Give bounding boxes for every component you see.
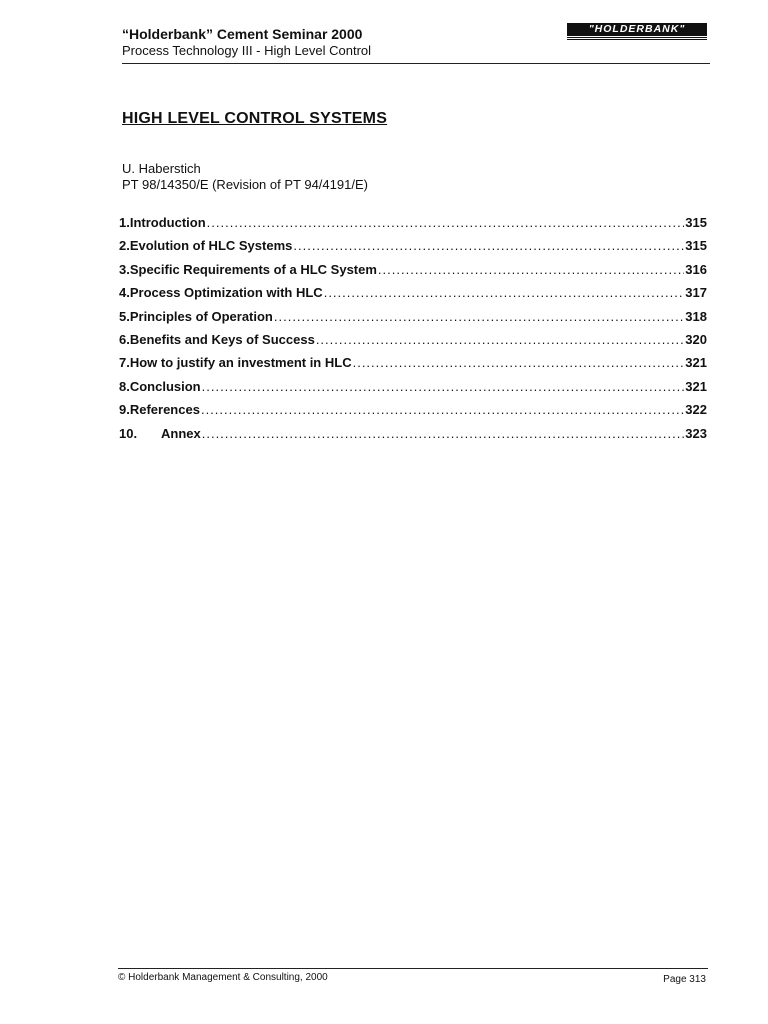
toc-entry-label: Benefits and Keys of Success: [129, 331, 315, 347]
toc-entry-optimization[interactable]: [119, 285, 707, 308]
toc-entry-number: 6.: [119, 331, 130, 347]
logo-underline-secondary: [567, 39, 707, 40]
seminar-title: “Holderbank” Cement Seminar 2000: [122, 26, 363, 42]
toc-dot-leader: [316, 332, 684, 347]
logo-underline: [567, 37, 707, 38]
toc-entry-page: 321: [685, 378, 707, 394]
toc-entry-principles[interactable]: [119, 309, 707, 332]
toc-entry-requirements[interactable]: [119, 262, 707, 285]
seminar-subtitle: Process Technology III - High Level Control: [122, 43, 372, 58]
header-divider: [122, 63, 710, 64]
toc-entry-page: 316: [685, 261, 707, 277]
toc-entry-label: Introduction: [129, 215, 206, 230]
toc-entry-investment[interactable]: [119, 355, 707, 378]
toc-entry-page: 318: [685, 308, 707, 324]
toc-entry-evolution[interactable]: [119, 238, 707, 261]
table-of-contents: [119, 215, 707, 449]
toc-entry-page: 323: [685, 425, 707, 441]
toc-dot-leader: [353, 355, 685, 370]
toc-entry-label: Process Optimization with HLC: [129, 285, 323, 301]
toc-dot-leader: [274, 309, 684, 324]
toc-dot-leader: [202, 379, 685, 394]
toc-entry-references[interactable]: [119, 402, 707, 425]
toc-dot-leader: [378, 262, 684, 277]
toc-entry-label: Annex: [161, 425, 201, 441]
toc-entry-page: 315: [685, 238, 707, 254]
toc-entry-conclusion[interactable]: [119, 379, 707, 402]
toc-entry-benefits[interactable]: [119, 332, 707, 355]
toc-entry-number: 3.: [119, 261, 130, 277]
toc-entry-page: 320: [685, 331, 707, 347]
toc-entry-label: Conclusion: [129, 378, 201, 394]
toc-dot-leader: [207, 215, 685, 230]
footer-copyright: © Holderbank Management & Consulting, 2000: [118, 972, 328, 983]
toc-entry-page: 322: [685, 402, 707, 418]
footer-page-number: Page 313: [663, 974, 706, 985]
holderbank-logo: [567, 23, 707, 41]
toc-dot-leader: [202, 426, 685, 441]
logo-text: "HOLDERBANK": [567, 23, 707, 36]
toc-dot-leader: [201, 402, 684, 417]
toc-entry-number: 1.: [119, 215, 130, 230]
toc-entry-number: 9.: [119, 402, 130, 418]
document-author: U. Haberstich: [122, 161, 201, 176]
toc-entry-label: Principles of Operation: [129, 308, 273, 324]
toc-entry-number: 7.: [119, 355, 130, 371]
toc-entry-page: 315: [685, 215, 707, 230]
document-reference: PT 98/14350/E (Revision of PT 94/4191/E): [122, 177, 368, 192]
toc-entry-page: 321: [685, 355, 707, 371]
toc-entry-label: References: [129, 402, 200, 418]
toc-entry-introduction[interactable]: [119, 215, 707, 238]
toc-entry-number: 5.: [119, 308, 130, 324]
footer-divider: [118, 968, 708, 969]
toc-entry-number: 10.: [119, 425, 138, 441]
toc-entry-label: Evolution of HLC Systems: [129, 238, 293, 254]
toc-dot-leader: [293, 238, 684, 253]
toc-entry-number: 2.: [119, 238, 130, 254]
toc-entry-number: 8.: [119, 378, 130, 394]
toc-entry-annex[interactable]: [119, 426, 707, 449]
toc-dot-leader: [324, 285, 685, 300]
document-title: HIGH LEVEL CONTROL SYSTEMS: [122, 110, 388, 127]
toc-entry-page: 317: [685, 285, 707, 301]
toc-entry-number: 4.: [119, 285, 130, 301]
toc-entry-label: Specific Requirements of a HLC System: [129, 261, 377, 277]
toc-entry-label: How to justify an investment in HLC: [129, 355, 352, 371]
